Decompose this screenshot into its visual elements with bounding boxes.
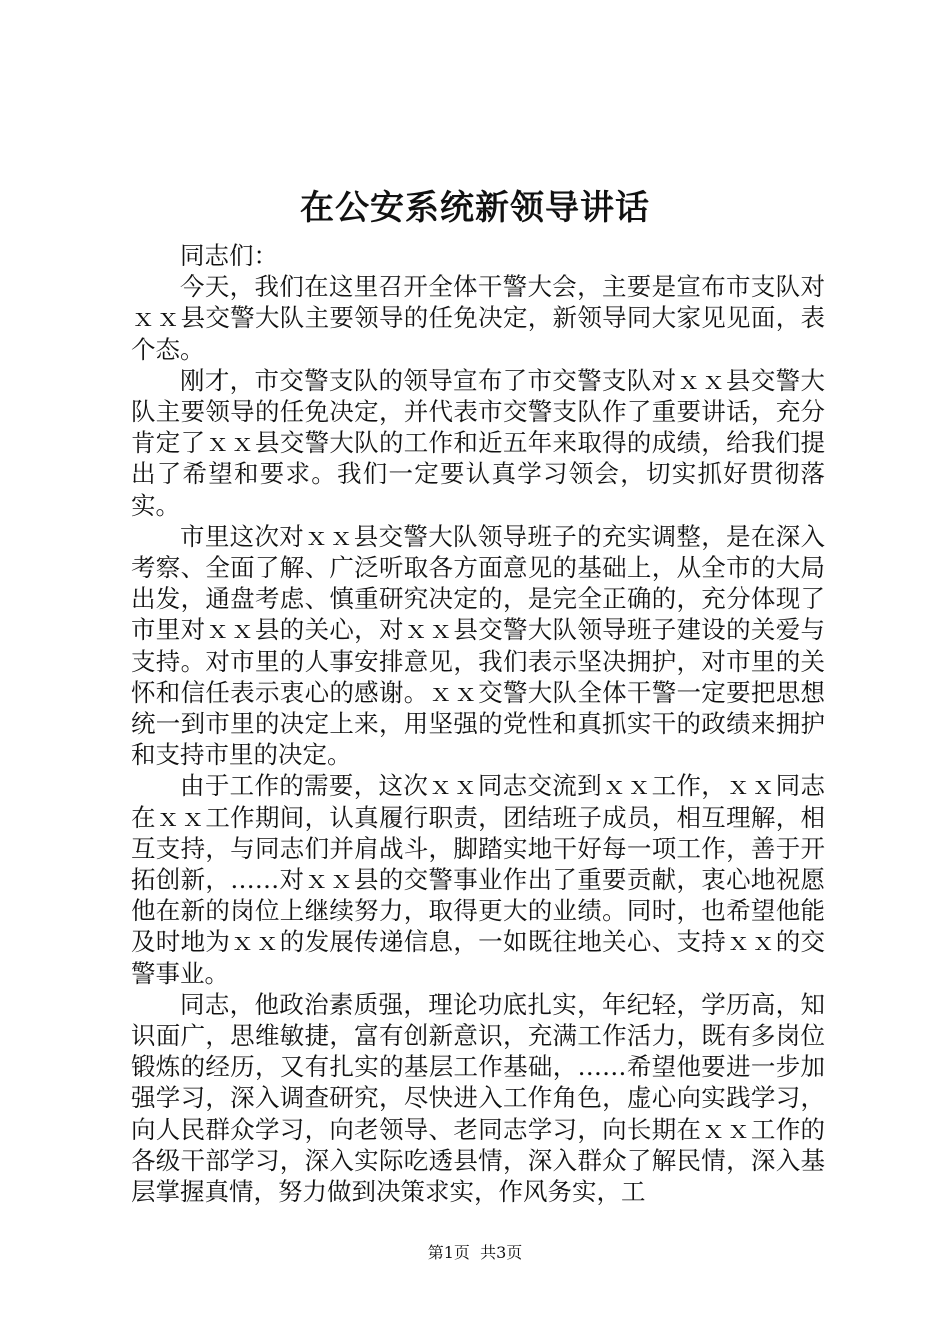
paragraph-1: 今天，我们在这里召开全体干警大会，主要是宣布市支队对ｘｘ县交警大队主要领导的任免决定，新领导同大家见见面，表个态。 bbox=[131, 272, 825, 364]
page-number-label: 第1页 共3页 bbox=[427, 1243, 523, 1262]
document-title: 在公安系统新领导讲话 bbox=[300, 188, 650, 228]
document-body bbox=[131, 240, 825, 1207]
paragraph-4: 由于工作的需要，这次ｘｘ同志交流到ｘｘ工作，ｘｘ同志在ｘｘ工作期间，认真履行职责，团结班子成员，相互理解，相互支持，与同志们并肩战斗，脚踏实地干好每一项工作，善于开拓创新，……对ｘｘ县的交警事业作出了重要贡献，衷心地祝愿他在新的岗位上继续努力，取得更大的业绩。同时，也希望他能及时地为ｘｘ的发展传递信息，一如既往地关心、支持ｘｘ的交警事业。 bbox=[131, 771, 825, 988]
paragraph-3: 市里这次对ｘｘ县交警大队领导班子的充实调整，是在深入考察、全面了解、广泛听取各方面意见的基础上，从全市的大局出发，通盘考虑、慎重研究决定的，是完全正确的，充分体现了市里对ｘｘ县的关心，对ｘｘ县交警大队领导班子建设的关爱与支持。对市里的人事安排意见，我们表示坚决拥护，对市里的关怀和信任表示衷心的感谢。ｘｘ交警大队全体干警一定要把思想统一到市里的决定上来，用坚强的党性和真抓实干的政绩来拥护和支持市里的决定。 bbox=[131, 521, 825, 770]
page-footer bbox=[0, 1243, 950, 1263]
paragraph-5: 同志，他政治素质强，理论功底扎实，年纪轻，学历高，知识面广，思维敏捷，富有创新意识，充满工作活力，既有多岗位锻炼的经历，又有扎实的基层工作基础，……希望他要进一步加强学习，深入调查研究，尽快进入工作角色，虚心向实践学习，向人民群众学习，向老领导、老同志学习，向长期在ｘｘ工作的各级干部学习，深入实际吃透县情，深入群众了解民情，深入基层掌握真情，努力做到决策求实，作风务实，工 bbox=[131, 989, 825, 1207]
greeting-line: 同志们： bbox=[180, 241, 278, 270]
paragraph-2: 刚才，市交警支队的领导宣布了市交警支队对ｘｘ县交警大队主要领导的任免决定，并代表市交警支队作了重要讲话，充分肯定了ｘｘ县交警大队的工作和近五年来取得的成绩，给我们提出了希望和要求。我们一定要认真学习领会，切实抓好贯彻落实。 bbox=[131, 365, 825, 520]
